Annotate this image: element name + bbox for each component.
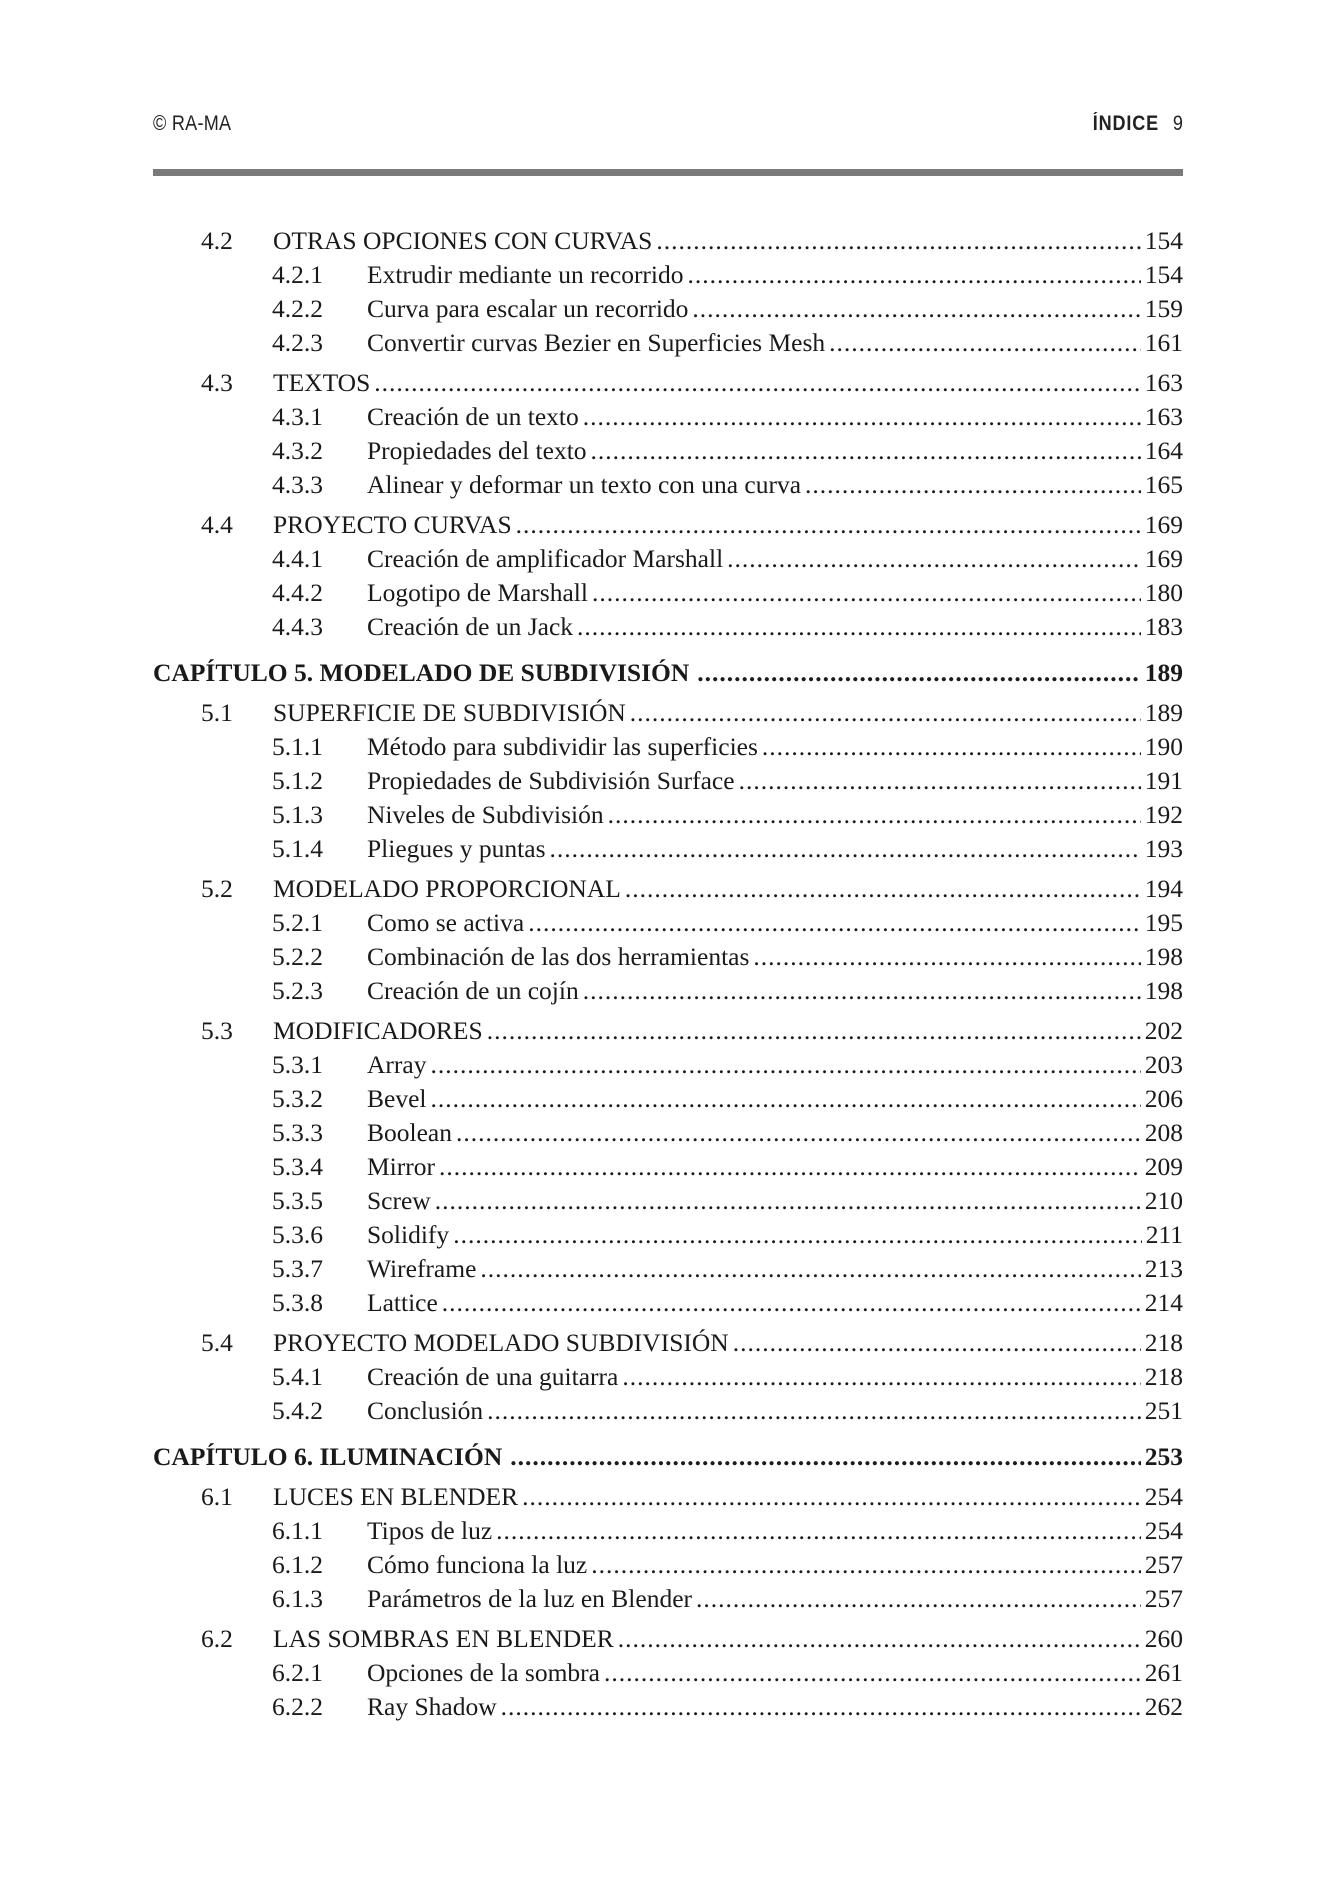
toc-subsection-entry[interactable] xyxy=(153,1048,1183,1082)
toc-entry-number: 5.3 xyxy=(201,1016,233,1045)
toc-entry-title: Curva para escalar un recorrido xyxy=(367,294,689,323)
toc-subsection-entry[interactable] xyxy=(153,542,1183,576)
toc-entry-number: 5.4.1 xyxy=(272,1362,323,1391)
toc-section-entry[interactable] xyxy=(153,1014,1183,1048)
dot-leader xyxy=(604,1656,1141,1690)
dot-leader xyxy=(583,974,1141,1008)
toc-subsection-entry[interactable] xyxy=(153,1394,1183,1428)
toc-entry-page: 254 xyxy=(1144,1516,1183,1545)
toc-entry-page: 159 xyxy=(1144,294,1183,323)
toc-subsection-entry[interactable] xyxy=(153,576,1183,610)
toc-entry-title: Ray Shadow xyxy=(367,1692,497,1721)
dot-leader xyxy=(591,434,1141,468)
toc-subsection-entry[interactable] xyxy=(153,258,1183,292)
toc-entry-title: CAPÍTULO 6. ILUMINACIÓN xyxy=(153,1442,503,1471)
toc-entry-title: CAPÍTULO 5. MODELADO DE SUBDIVISIÓN xyxy=(153,658,690,687)
toc-subsection-entry[interactable] xyxy=(153,1286,1183,1320)
toc-entry-title: Como se activa xyxy=(367,908,525,937)
header-right xyxy=(1093,112,1183,136)
toc-entry-title: Tipos de luz xyxy=(367,1516,493,1545)
toc-entry-number: 5.1.2 xyxy=(272,766,323,795)
toc-entry-number: 5.3.8 xyxy=(272,1288,323,1317)
toc-entry-title: Lattice xyxy=(367,1288,438,1317)
toc-entry-title: Solidify xyxy=(367,1220,450,1249)
toc-entry-number: 5.3.1 xyxy=(272,1050,323,1079)
toc-entry-title: MODIFICADORES xyxy=(273,1016,483,1045)
toc-entry-title: TEXTOS xyxy=(273,368,371,397)
toc-entry-title: OTRAS OPCIONES CON CURVAS xyxy=(273,226,653,255)
toc-subsection-entry[interactable] xyxy=(153,764,1183,798)
toc-entry-page: 165 xyxy=(1144,470,1183,499)
toc-entry-title: Creación de un cojín xyxy=(367,976,579,1005)
toc-entry-title: MODELADO PROPORCIONAL xyxy=(273,874,621,903)
dot-leader xyxy=(733,1326,1141,1360)
toc-entry-title: Extrudir mediante un recorrido xyxy=(367,260,684,289)
toc-subsection-entry[interactable] xyxy=(153,434,1183,468)
toc-entry-number: 5.2.2 xyxy=(272,942,323,971)
toc-entry-number: 5.1.3 xyxy=(272,800,323,829)
toc-entry-page: 211 xyxy=(1145,1220,1183,1249)
toc-entry-number: 4.2.3 xyxy=(272,328,323,357)
dot-leader xyxy=(696,1582,1141,1616)
dot-leader xyxy=(577,610,1141,644)
toc-entry-number: 6.1 xyxy=(201,1482,233,1511)
toc-entry-number: 4.3.1 xyxy=(272,402,323,431)
toc-entry-page: 163 xyxy=(1144,402,1183,431)
toc-entry-page: 208 xyxy=(1144,1118,1183,1147)
toc-subsection-entry[interactable] xyxy=(153,1548,1183,1582)
toc-entry-page: 213 xyxy=(1144,1254,1183,1283)
toc-entry-title: SUPERFICIE DE SUBDIVISIÓN xyxy=(273,698,626,727)
dot-leader xyxy=(656,224,1140,258)
toc-subsection-entry[interactable] xyxy=(153,400,1183,434)
toc-entry-title: LAS SOMBRAS EN BLENDER xyxy=(273,1624,614,1653)
dot-leader xyxy=(622,1360,1140,1394)
toc-entry-page: 194 xyxy=(1144,874,1183,903)
dot-leader xyxy=(522,1480,1141,1514)
toc-entry-title: Propiedades de Subdivisión Surface xyxy=(367,766,735,795)
index-label: ÍNDICE xyxy=(1092,112,1159,135)
toc-entry-title: Creación de amplificador Marshall xyxy=(367,544,724,573)
toc-entry-title: Conclusión xyxy=(367,1396,484,1425)
toc-entry-page: 254 xyxy=(1144,1482,1183,1511)
toc-subsection-entry[interactable] xyxy=(153,1360,1183,1394)
toc-subsection-entry[interactable] xyxy=(153,1218,1183,1252)
toc-entry-number: 5.1.1 xyxy=(272,732,323,761)
toc-entry-title: Convertir curvas Bezier en Superficies Mesh xyxy=(367,328,826,357)
toc-entry-page: 154 xyxy=(1144,226,1183,255)
toc-entry-page: 183 xyxy=(1144,612,1183,641)
toc-entry-page: 189 xyxy=(1144,658,1183,687)
toc-entry-title: Alinear y deformar un texto con una curva xyxy=(367,470,802,499)
dot-leader xyxy=(430,1048,1140,1082)
toc-subsection-entry[interactable] xyxy=(153,610,1183,644)
dot-leader xyxy=(608,798,1141,832)
dot-leader xyxy=(374,366,1140,400)
toc-entry-page: 218 xyxy=(1144,1328,1183,1357)
toc-section-entry[interactable] xyxy=(153,696,1183,730)
toc-subsection-entry[interactable] xyxy=(153,974,1183,1008)
dot-leader xyxy=(829,326,1141,360)
toc-entry-number: 5.1.4 xyxy=(272,834,323,863)
toc-entry-title: Combinación de las dos herramientas xyxy=(367,942,750,971)
toc-entry-number: 5.2 xyxy=(201,874,233,903)
dot-leader xyxy=(487,1394,1141,1428)
dot-leader xyxy=(618,1622,1141,1656)
toc-entry-title: Array xyxy=(367,1050,427,1079)
dot-leader xyxy=(496,1514,1141,1548)
toc-subsection-entry[interactable] xyxy=(153,292,1183,326)
toc-entry-number: 4.2 xyxy=(201,226,233,255)
toc-entry-title: Parámetros de la luz en Blender xyxy=(367,1584,693,1613)
dot-leader xyxy=(592,576,1141,610)
toc-entry-page: 164 xyxy=(1144,436,1183,465)
toc-subsection-entry[interactable] xyxy=(153,1184,1183,1218)
dot-leader xyxy=(630,696,1141,730)
toc-entry-page: 262 xyxy=(1144,1692,1183,1721)
toc-subsection-entry[interactable] xyxy=(153,1116,1183,1150)
toc-subsection-entry[interactable] xyxy=(153,1582,1183,1616)
toc-entry-page: 210 xyxy=(1144,1186,1183,1215)
toc-entry-number: 5.3.5 xyxy=(272,1186,323,1215)
running-header xyxy=(153,106,1183,146)
toc-entry-page: 218 xyxy=(1144,1362,1183,1391)
toc-entry-page: 253 xyxy=(1144,1442,1183,1471)
toc-section-entry[interactable] xyxy=(153,224,1183,258)
toc-chapter-entry[interactable] xyxy=(153,656,1183,690)
toc-entry-number: 6.1.3 xyxy=(272,1584,323,1613)
toc-subsection-entry[interactable] xyxy=(153,1656,1183,1690)
toc-entry-page: 206 xyxy=(1144,1084,1183,1113)
toc-entry-title: Logotipo de Marshall xyxy=(367,578,588,607)
toc-entry-title: Screw xyxy=(367,1186,431,1215)
toc-subsection-entry[interactable] xyxy=(153,1514,1183,1548)
toc-entry-title: Boolean xyxy=(367,1118,452,1147)
toc-section-entry[interactable] xyxy=(153,872,1183,906)
dot-leader xyxy=(480,1252,1140,1286)
toc-entry-page: 192 xyxy=(1144,800,1183,829)
toc-entry-title: Niveles de Subdivisión xyxy=(367,800,604,829)
toc-entry-page: 198 xyxy=(1144,942,1183,971)
dot-leader xyxy=(727,542,1141,576)
toc-entry-number: 5.3.3 xyxy=(272,1118,323,1147)
toc-entry-title: Método para subdividir las superficies xyxy=(367,732,758,761)
toc-subsection-entry[interactable] xyxy=(153,798,1183,832)
toc-subsection-entry[interactable] xyxy=(153,832,1183,866)
toc-entry-page: 214 xyxy=(1144,1288,1183,1317)
toc-entry-title: Pliegues y puntas xyxy=(367,834,546,863)
toc-subsection-entry[interactable] xyxy=(153,1150,1183,1184)
header-rule xyxy=(153,169,1183,176)
toc-subsection-entry[interactable] xyxy=(153,940,1183,974)
toc-entry-title: Bevel xyxy=(367,1084,427,1113)
toc-entry-number: 5.2.1 xyxy=(272,908,323,937)
toc-entry-title: Mirror xyxy=(367,1152,435,1181)
toc-entry-page: 190 xyxy=(1144,732,1183,761)
toc-entry-title: Wireframe xyxy=(367,1254,477,1283)
toc-entry-page: 169 xyxy=(1144,510,1183,539)
toc-entry-page: 198 xyxy=(1144,976,1183,1005)
toc-subsection-entry[interactable] xyxy=(153,326,1183,360)
dot-leader xyxy=(753,940,1140,974)
toc-entry-number: 4.2.2 xyxy=(272,294,323,323)
toc-entry-page: 261 xyxy=(1144,1658,1183,1687)
dot-leader xyxy=(516,508,1141,542)
toc-entry-number: 5.3.7 xyxy=(272,1254,323,1283)
dot-leader xyxy=(583,400,1141,434)
toc-entry-page: 257 xyxy=(1144,1584,1183,1613)
toc-entry-number: 6.1.1 xyxy=(272,1516,323,1545)
dot-leader xyxy=(688,258,1141,292)
dot-leader xyxy=(510,1440,1141,1474)
toc-entry-title: Creación de un Jack xyxy=(367,612,574,641)
toc-entry-number: 6.2.2 xyxy=(272,1692,323,1721)
dot-leader xyxy=(528,906,1141,940)
toc-entry-title: Propiedades del texto xyxy=(367,436,587,465)
table-of-contents xyxy=(153,224,1183,1724)
page-number: 9 xyxy=(1172,112,1183,135)
toc-subsection-entry[interactable] xyxy=(153,1690,1183,1724)
toc-subsection-entry[interactable] xyxy=(153,730,1183,764)
dot-leader xyxy=(435,1184,1141,1218)
toc-entry-page: 180 xyxy=(1144,578,1183,607)
toc-entry-page: 191 xyxy=(1144,766,1183,795)
toc-entry-title: PROYECTO CURVAS xyxy=(273,510,512,539)
toc-subsection-entry[interactable] xyxy=(153,1252,1183,1286)
dot-leader xyxy=(762,730,1141,764)
toc-entry-page: 161 xyxy=(1144,328,1183,357)
toc-entry-page: 260 xyxy=(1144,1624,1183,1653)
toc-entry-page: 193 xyxy=(1144,834,1183,863)
toc-entry-page: 189 xyxy=(1144,698,1183,727)
toc-entry-number: 4.4.1 xyxy=(272,544,323,573)
toc-entry-title: Opciones de la sombra xyxy=(367,1658,600,1687)
toc-entry-title: PROYECTO MODELADO SUBDIVISIÓN xyxy=(273,1328,729,1357)
toc-entry-page: 203 xyxy=(1144,1050,1183,1079)
toc-entry-title: Creación de un texto xyxy=(367,402,579,431)
toc-entry-number: 5.3.2 xyxy=(272,1084,323,1113)
toc-subsection-entry[interactable] xyxy=(153,906,1183,940)
toc-entry-page: 195 xyxy=(1144,908,1183,937)
toc-section-entry[interactable] xyxy=(153,508,1183,542)
toc-entry-number: 5.4.2 xyxy=(272,1396,323,1425)
toc-entry-page: 251 xyxy=(1144,1396,1183,1425)
dot-leader xyxy=(550,832,1141,866)
toc-entry-title: LUCES EN BLENDER xyxy=(273,1482,519,1511)
dot-leader xyxy=(456,1116,1141,1150)
toc-entry-number: 5.4 xyxy=(201,1328,233,1357)
toc-section-entry[interactable] xyxy=(153,1326,1183,1360)
dot-leader xyxy=(739,764,1141,798)
dot-leader xyxy=(697,656,1140,690)
toc-section-entry[interactable] xyxy=(153,1480,1183,1514)
toc-entry-number: 4.3.3 xyxy=(272,470,323,499)
dot-leader xyxy=(591,1548,1141,1582)
dot-leader xyxy=(439,1150,1141,1184)
dot-leader xyxy=(442,1286,1141,1320)
toc-entry-page: 202 xyxy=(1144,1016,1183,1045)
toc-entry-title: Creación de una guitarra xyxy=(367,1362,619,1391)
dot-leader xyxy=(487,1014,1141,1048)
toc-entry-number: 4.2.1 xyxy=(272,260,323,289)
toc-entry-number: 5.2.3 xyxy=(272,976,323,1005)
toc-entry-number: 6.1.2 xyxy=(272,1550,323,1579)
toc-subsection-entry[interactable] xyxy=(153,1082,1183,1116)
toc-entry-page: 163 xyxy=(1144,368,1183,397)
toc-entry-number: 4.4 xyxy=(201,510,233,539)
toc-entry-number: 4.4.3 xyxy=(272,612,323,641)
toc-entry-page: 257 xyxy=(1144,1550,1183,1579)
dot-leader xyxy=(692,292,1140,326)
toc-chapter-entry[interactable] xyxy=(153,1440,1183,1474)
dot-leader xyxy=(625,872,1141,906)
dot-leader xyxy=(805,468,1141,502)
toc-entry-number: 4.4.2 xyxy=(272,578,323,607)
toc-entry-number: 4.3.2 xyxy=(272,436,323,465)
dot-leader xyxy=(501,1690,1141,1724)
toc-entry-page: 154 xyxy=(1144,260,1183,289)
dot-leader xyxy=(453,1218,1142,1252)
toc-entry-title: Cómo funciona la luz xyxy=(367,1550,588,1579)
toc-entry-number: 6.2.1 xyxy=(272,1658,323,1687)
dot-leader xyxy=(430,1082,1140,1116)
toc-entry-number: 5.1 xyxy=(201,698,233,727)
toc-section-entry[interactable] xyxy=(153,1622,1183,1656)
toc-section-entry[interactable] xyxy=(153,366,1183,400)
toc-entry-number: 5.3.6 xyxy=(272,1220,323,1249)
toc-entry-page: 169 xyxy=(1144,544,1183,573)
toc-entry-number: 6.2 xyxy=(201,1624,233,1653)
toc-entry-number: 5.3.4 xyxy=(272,1152,323,1181)
publisher-mark: © RA-MA xyxy=(153,112,232,135)
toc-subsection-entry[interactable] xyxy=(153,468,1183,502)
toc-entry-number: 4.3 xyxy=(201,368,233,397)
toc-entry-page: 209 xyxy=(1144,1152,1183,1181)
